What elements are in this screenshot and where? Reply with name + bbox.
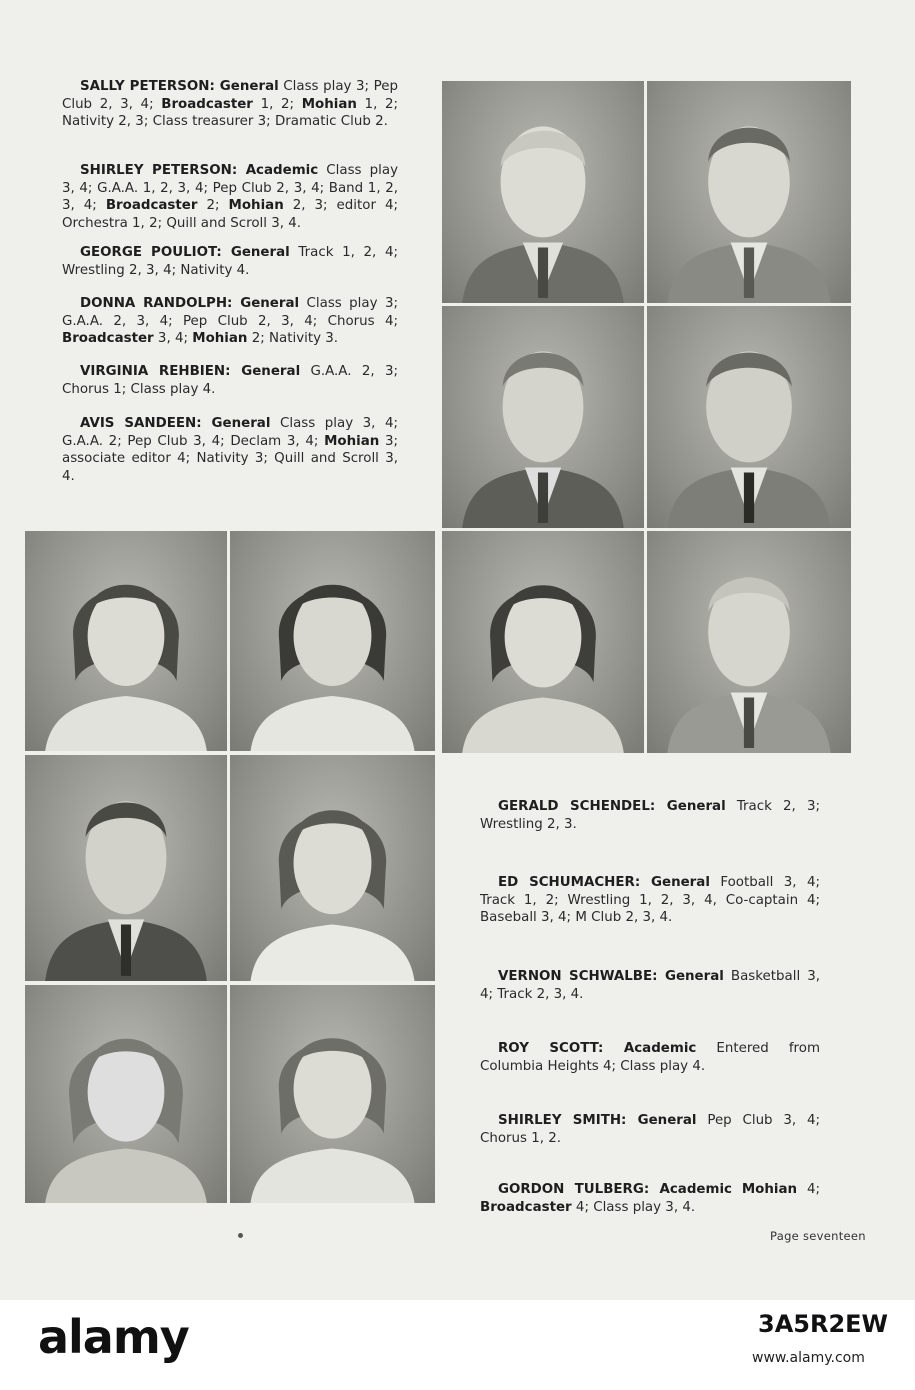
entry-shirley-smith: SHIRLEY SMITH: General Pep Club 3, 4; Chorus 1, 2. <box>480 1113 820 1146</box>
entry-virginia-rehbien: VIRGINIA REHBIEN: General G.A.A. 2, 3; Chorus 1; Class play 4. <box>62 364 398 397</box>
entry-shirley-peterson: SHIRLEY PETERSON: Academic Class play 3, 4; G.A.A. 1, 2, 3, 4; Pep Club 2, 3, 4; Band 1, 2, 3, 4; Broadcaster 2; Mohian 2, 3; editor 4; Orchestra 1, 2; Quill and Scroll 3, 4. <box>62 163 398 231</box>
portrait-photo <box>442 531 644 753</box>
boy-portrait-icon <box>25 755 227 981</box>
portrait-photo <box>230 755 435 981</box>
portrait-photo <box>230 985 435 1203</box>
girl-portrait-icon <box>230 755 435 981</box>
ink-speck <box>238 1233 243 1238</box>
boy-portrait-icon <box>442 81 644 303</box>
portrait-photo <box>647 306 851 528</box>
girl-portrait-icon <box>230 985 435 1203</box>
entry-gordon-tulberg: GORDON TULBERG: Academic Mohian 4; Broadcaster 4; Class play 3, 4. <box>480 1182 820 1215</box>
portrait-photo <box>25 985 227 1203</box>
entry-avis-sandeen: AVIS SANDEEN: General Class play 3, 4; G.A.A. 2; Pep Club 3, 4; Declam 3, 4; Mohian 3; associate editor 4; Nativity 3; Quill and Scroll 3, 4. <box>62 416 399 484</box>
stock-image-id: 3A5R2EW <box>758 1310 889 1338</box>
stock-url: www.alamy.com <box>752 1350 865 1366</box>
entry-gerald-schendel: GERALD SCHENDEL: General Track 2, 3; Wrestling 2, 3. <box>480 799 820 832</box>
girl-portrait-icon <box>25 531 227 751</box>
portrait-photo <box>647 531 851 753</box>
boy-portrait-icon <box>442 306 644 528</box>
portrait-photo <box>442 306 644 528</box>
girl-portrait-icon <box>230 531 435 751</box>
entry-sally-peterson: SALLY PETERSON: General Class play 3; Pep Club 2, 3, 4; Broadcaster 1, 2; Mohian 1, 2; Nativity 2, 3; Class treasurer 3; Dramatic Club 2. <box>62 79 399 129</box>
entry-roy-scott: ROY SCOTT: Academic Entered from Columbia Heights 4; Class play 4. <box>480 1041 820 1074</box>
page-number: Page seventeen <box>770 1229 866 1243</box>
portrait-photo <box>230 531 435 751</box>
portrait-photo <box>442 81 644 303</box>
boy-portrait-icon <box>647 81 851 303</box>
boy-portrait-icon <box>647 306 851 528</box>
boy-portrait-icon <box>647 531 851 753</box>
entry-vernon-schwalbe: VERNON SCHWALBE: General Basketball 3, 4; Track 2, 3, 4. <box>480 969 820 1002</box>
portrait-photo <box>647 81 851 303</box>
entry-ed-schumacher: ED SCHUMACHER: General Football 3, 4; Track 1, 2; Wrestling 1, 2, 3, 4, Co-captain 4; Baseball 3, 4; M Club 2, 3, 4. <box>480 875 820 925</box>
portrait-photo <box>25 531 227 751</box>
entry-george-pouliot: GEORGE POULIOT: General Track 1, 2, 4; Wrestling 2, 3, 4; Nativity 4. <box>62 245 399 278</box>
alamy-logo: alamy <box>38 1310 189 1364</box>
entry-donna-randolph: DONNA RANDOLPH: General Class play 3; G.A.A. 2, 3, 4; Pep Club 2, 3, 4; Chorus 4; Broadcaster 3, 4; Mohian 2; Nativity 3. <box>62 296 398 346</box>
portrait-photo <box>25 755 227 981</box>
girl-portrait-icon <box>442 531 644 753</box>
girl-portrait-icon <box>25 985 227 1203</box>
